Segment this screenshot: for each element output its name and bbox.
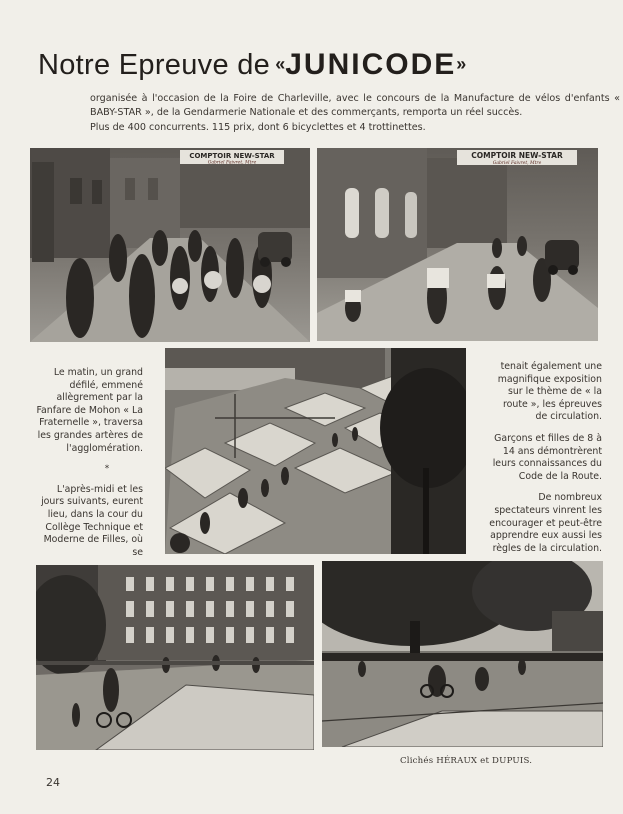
photo-courtyard-circuit bbox=[165, 348, 466, 554]
photo-school-courtyard bbox=[36, 565, 314, 750]
page-heading bbox=[38, 48, 618, 82]
left-text-column bbox=[31, 367, 143, 559]
heading-prefix: Notre Epreuve de bbox=[38, 49, 271, 81]
heading-brand: JUNICODE bbox=[285, 48, 457, 81]
heading-open-quote: « bbox=[275, 54, 286, 74]
photo-courtyard-trees bbox=[322, 561, 603, 747]
photo-parade-band bbox=[30, 148, 310, 342]
photo-credit: Clichés HÉRAUX et DUPUIS. bbox=[400, 756, 533, 766]
banner-subtext-left: Gabriel Faivret, Mtre bbox=[207, 160, 257, 166]
parade-paragraph: Le matin, un grand défilé, emmené allègrement par la Fanfare de Mohon « La Fraternelle », traversa les grandes artères de l'agglomération. bbox=[36, 367, 143, 454]
section-separator: * bbox=[104, 464, 110, 475]
intro-paragraph: organisée à l'occasion de la Foire de Charleville, avec le concours de la Manufacture de vélos d'enfants « BABY-STAR », de la Gendarmerie Nationale et des commerçants, remporta un réel succès. bbox=[90, 93, 620, 118]
banner-subtext-right: Gabriel Faivret, Mtre bbox=[492, 161, 542, 166]
photo-children-bicycles bbox=[317, 148, 598, 341]
intro-text bbox=[90, 92, 620, 135]
right-text-column bbox=[489, 361, 602, 555]
heading-close-quote: » bbox=[456, 54, 467, 74]
spectators-paragraph: De nombreux spectateurs vinrent les encourager et peut-être apprendre eux aussi les règles de la circulation. bbox=[489, 492, 602, 554]
children-paragraph: Garçons et filles de 8 à 14 ans démontrèrent leurs connaissances du Code de la Route. bbox=[492, 432, 602, 482]
banner-text-left: COMPTOIR NEW-STAR bbox=[189, 152, 275, 160]
exhibition-paragraph: tenait également une magnifique exposition sur le thème de « la route », les épreuves de circulation. bbox=[497, 361, 602, 423]
page-number: 24 bbox=[46, 776, 60, 789]
banner-text-right: COMPTOIR NEW-STAR bbox=[471, 151, 563, 160]
afternoon-paragraph: L'après-midi et les jours suivants, eurent lieu, dans la cour du Collège Technique et Moderne de Filles, où se bbox=[41, 483, 143, 558]
intro-stats: Plus de 400 concurrents. 115 prix, dont 6 bicyclettes et 4 trottinettes. bbox=[90, 122, 426, 133]
